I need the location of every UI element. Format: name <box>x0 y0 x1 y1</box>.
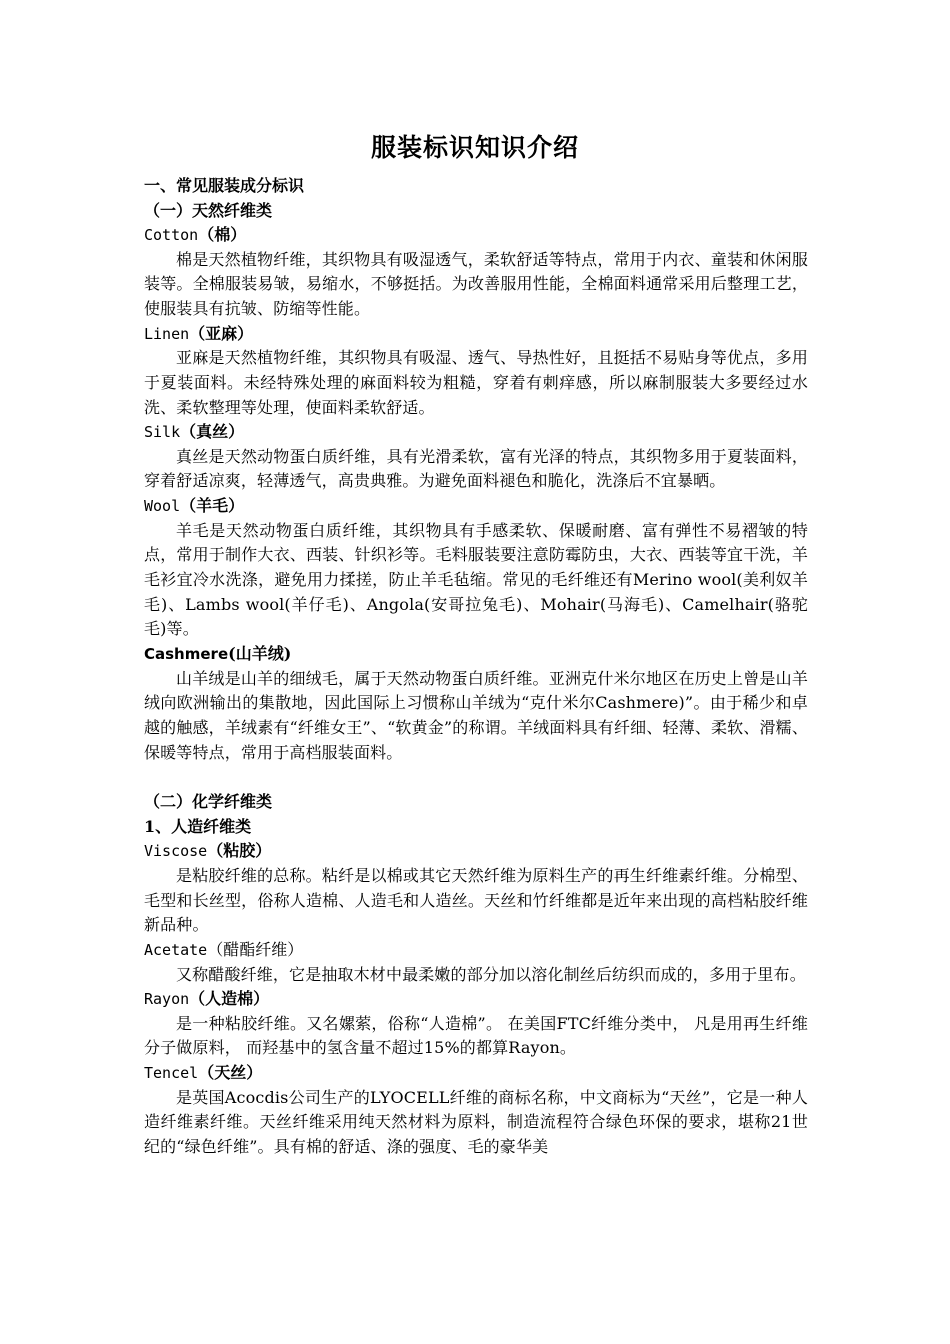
fiber-en: Viscose <box>144 842 208 861</box>
fiber-description-cashmere: 山羊绒是山羊的细绒毛，属于天然动物蛋白质纤维。亚洲克什米尔地区在历史上曾是山羊绒向欧洲输出的集散地，因此国际上习惯称山羊绒为“克什米尔Cashmere)”。由于稀少和卓越的触感，羊绒素有“纤维女王”、“软黄金”的称谓。羊绒面料具有纤细、轻薄、柔软、滑糯、保暖等特点，常用于高档服装面料。 <box>144 668 808 762</box>
subsection-heading: （一）天然纤维类 <box>144 200 273 220</box>
fiber-zh: （醋酯纤维） <box>207 940 304 960</box>
fiber-zh: （羊毛） <box>180 496 245 516</box>
fiber-description-acetate: 又称醋酸纤维，它是抽取木材中最柔嫩的部分加以溶化制丝后纺织而成的，多用于里布。 <box>176 964 806 984</box>
fiber-en: Linen <box>144 324 190 343</box>
fiber-zh: （棉） <box>198 225 247 244</box>
fiber-zh: (山羊绒) <box>228 644 292 664</box>
fiber-en: Tencel <box>144 1064 199 1083</box>
fiber-zh: （天丝） <box>198 1063 263 1083</box>
fiber-label-linen <box>144 322 808 347</box>
fiber-zh: （亚麻） <box>189 323 254 343</box>
fiber-description-silk: 真丝是天然动物蛋白质纤维，具有光滑柔软，富有光泽的特点，其织物多用于夏装面料，穿着舒适凉爽，轻薄透气，高贵典雅。为避免面料褪色和脆化，洗涤后不宜暴晒。 <box>144 446 808 491</box>
fiber-en: Cotton <box>144 226 199 244</box>
subsection-heading: （二）化学纤维类 <box>144 792 273 812</box>
fiber-description-linen: 亚麻是天然植物纤维，其织物具有吸湿、透气、导热性好，且挺括不易贴身等优点，多用于夏装面料。未经特殊处理的麻面料较为粗糙，穿着有刺痒感，所以麻制服装大多要经过水洗、柔软整理等处理，使面料柔软舒适。 <box>144 348 808 417</box>
fiber-label-silk <box>144 420 808 445</box>
fiber-zh: （人造棉） <box>189 989 270 1009</box>
fiber-en: Silk <box>144 423 181 442</box>
fiber-label-rayon <box>144 987 808 1012</box>
fiber-label-acetate <box>144 938 808 963</box>
fiber-description-tencel: 是英国Acocdis公司生产的LYOCELL纤维的商标名称，中文商标为“天丝”，它是一种人造纤维素纤维。天丝纤维采用纯天然材料为原料，制造流程符合绿色环保的要求，堪称21世纪的“绿色纤维”。具有棉的舒适、涤的强度、毛的豪华美 <box>144 1087 808 1157</box>
fiber-description-cotton: 棉是天然植物纤维，其织物具有吸湿透气，柔软舒适等特点，常用于内衣、童装和休闲服装等。全棉服装易皱，易缩水，不够挺括。为改善服用性能，全棉面料通常采用后整理工艺，使服装具有抗皱、防缩等性能。 <box>144 249 808 318</box>
fiber-zh: （粘胶） <box>207 841 272 861</box>
fiber-en: Cashmere <box>144 645 229 664</box>
fiber-label-viscose <box>144 839 808 864</box>
fiber-en: Wool <box>144 497 181 516</box>
category-heading: 1、人造纤维类 <box>144 816 252 836</box>
fiber-description-wool: 羊毛是天然动物蛋白质纤维，其织物具有手感柔软、保暖耐磨、富有弹性不易褶皱的特点，常用于制作大衣、西装、针织衫等。毛料服装要注意防霉防虫，大衣、西装等宜干洗，羊毛衫宜冷水洗涤，避免用力揉搓，防止羊毛毡缩。常见的毛纤维还有Merino wool(美利奴羊毛)、Lambs wool(羊仔毛)、Angola(安哥拉兔毛)、Mohair(马海毛)、Camelhair(骆驼毛)等。 <box>144 520 808 639</box>
fiber-en: Rayon <box>144 990 190 1009</box>
fiber-description-viscose: 是粘胶纤维的总称。粘纤是以棉或其它天然纤维为原料生产的再生纤维素纤维。分棉型、毛型和长丝型，俗称人造棉、人造毛和人造丝。天丝和竹纤维都是近年来出现的高档粘胶纤维新品种。 <box>144 865 808 935</box>
fiber-zh: （真丝） <box>180 422 245 442</box>
fiber-label-tencel <box>144 1061 808 1086</box>
fiber-label-cotton <box>144 223 808 248</box>
fiber-label-wool <box>144 494 808 519</box>
section-heading: 一、常见服装成分标识 <box>144 176 305 195</box>
fiber-description-rayon: 是一种粘胶纤维。又名嫘萦，俗称“人造棉”。 在美国FTC纤维分类中， 凡是用再生纤维分子做原料， 而羟基中的氢含量不超过15%的都算Rayon。 <box>144 1013 808 1058</box>
fiber-label-cashmere <box>144 642 808 667</box>
spacer <box>144 765 808 790</box>
fiber-en: Acetate <box>144 941 208 960</box>
page-title: 服装标识知识介绍 <box>370 133 579 162</box>
document-body <box>144 174 808 1160</box>
